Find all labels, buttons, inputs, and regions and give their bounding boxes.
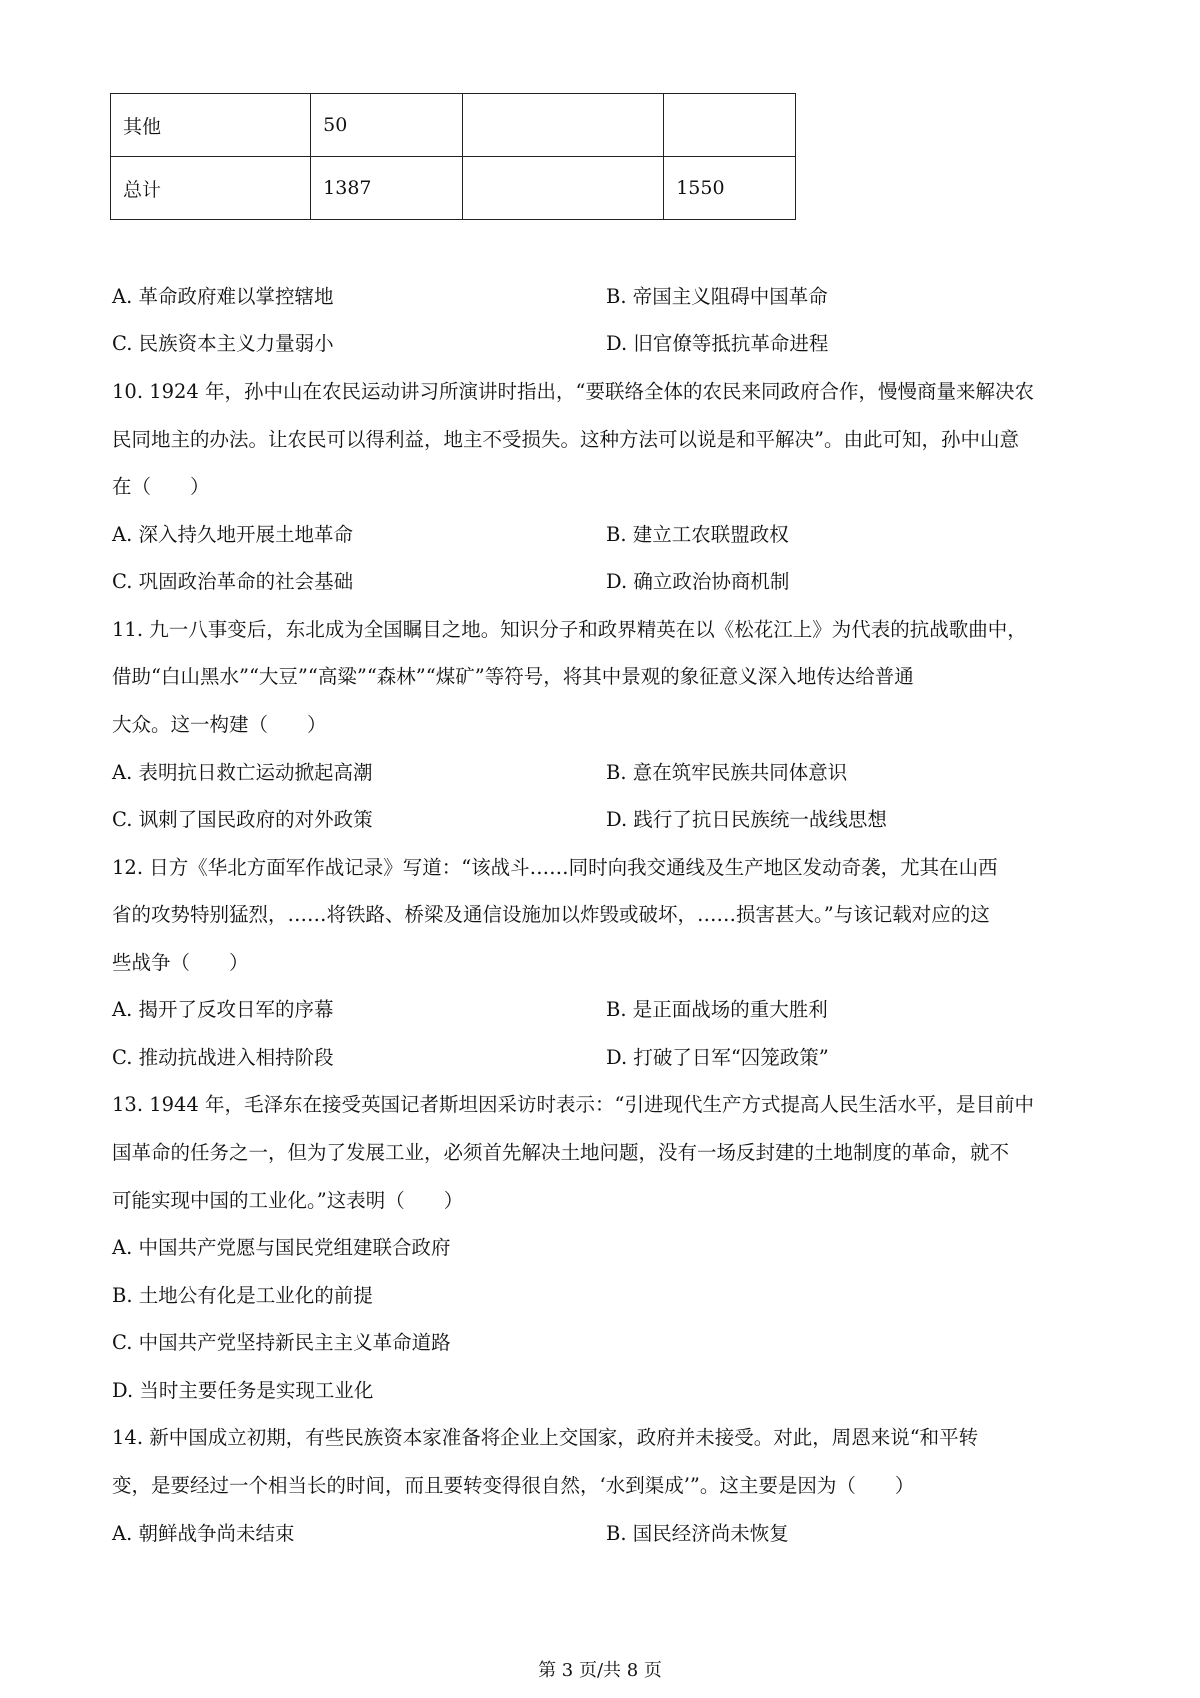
q12-option-b: B. 是正面战场的重大胜利 [606, 998, 828, 1021]
q11-option-d: D. 践行了抗日民族统一战线思想 [606, 808, 887, 831]
q13-stem-line: 国革命的任务之一，但为了发展工业，必须首先解决土地问题，没有一场反封建的土地制度的革命，就不 [112, 1141, 1010, 1164]
q9-option-a: A. 革命政府难以掌控辖地 [112, 285, 334, 308]
q13-option-a: A. 中国共产党愿与国民党组建联合政府 [112, 1236, 451, 1259]
q9-option-b: B. 帝国主义阻碍中国革命 [606, 285, 828, 308]
q14-stem-line: 14. 新中国成立初期，有些民族资本家准备将企业上交国家，政府并未接受。对此，周恩来说“和平转 [112, 1426, 979, 1449]
q10-option-a: A. 深入持久地开展土地革命 [112, 523, 353, 546]
q12-stem-line: 省的攻势特别猛烈，……将铁路、桥梁及通信设施加以炸毁或破坏，……损害甚大。”与该记载对应的这 [112, 903, 990, 926]
statistics-table [110, 93, 796, 220]
q11-stem-line: 大众。这一构建（ ） [112, 713, 327, 736]
table-cell: 1387 [311, 157, 463, 220]
table-cell [664, 94, 796, 157]
q13-option-c: C. 中国共产党坚持新民主主义革命道路 [112, 1331, 451, 1354]
q12-stem-line: 些战争（ ） [112, 951, 249, 974]
q9-option-d: D. 旧官僚等抵抗革命进程 [606, 332, 829, 355]
q10-option-c: C. 巩固政治革命的社会基础 [112, 570, 354, 593]
q14-option-a: A. 朝鲜战争尚未结束 [112, 1522, 295, 1545]
q13-option-d: D. 当时主要任务是实现工业化 [112, 1379, 374, 1402]
table-cell: 其他 [111, 94, 311, 157]
q13-stem-line: 可能实现中国的工业化。”这表明（ ） [112, 1189, 464, 1212]
table-cell: 1550 [664, 157, 796, 220]
q12-option-c: C. 推动抗战进入相持阶段 [112, 1046, 334, 1069]
q11-stem-line: 11. 九一八事变后，东北成为全国瞩目之地。知识分子和政界精英在以《松花江上》为代表的抗战歌曲中， [112, 618, 1027, 641]
table-cell: 总计 [111, 157, 311, 220]
q13-stem-line: 13. 1944 年，毛泽东在接受英国记者斯坦因采访时表示：“引进现代生产方式提高人民生活水平，是目前中 [112, 1093, 1035, 1116]
q13-option-b: B. 土地公有化是工业化的前提 [112, 1284, 373, 1307]
q11-option-a: A. 表明抗日救亡运动掀起高潮 [112, 761, 373, 784]
q12-option-a: A. 揭开了反攻日军的序幕 [112, 998, 334, 1021]
table-row [111, 157, 796, 220]
q11-option-b: B. 意在筑牢民族共同体意识 [606, 761, 848, 784]
table-cell [463, 94, 664, 157]
q12-option-d: D. 打破了日军“囚笼政策” [606, 1046, 829, 1069]
q12-stem-line: 12. 日方《华北方面军作战记录》写道：“该战斗……同时向我交通线及生产地区发动奇袭，尤其在山西 [112, 856, 998, 879]
page-number-footer: 第 3 页/共 8 页 [538, 1660, 662, 1681]
table-cell: 50 [311, 94, 463, 157]
q10-stem-line: 在（ ） [112, 475, 210, 498]
q10-stem-line: 民同地主的办法。让农民可以得利益，地主不受损失。这种方法可以说是和平解决”。由此可知，孙中山意 [112, 428, 1019, 451]
table-cell [463, 157, 664, 220]
q11-option-c: C. 讽刺了国民政府的对外政策 [112, 808, 373, 831]
q9-option-c: C. 民族资本主义力量弱小 [112, 332, 334, 355]
q10-stem-line: 10. 1924 年，孙中山在农民运动讲习所演讲时指出，“要联络全体的农民来同政府合作，慢慢商量来解决农 [112, 380, 1035, 403]
q10-option-d: D. 确立政治协商机制 [606, 570, 790, 593]
q14-stem-line: 变，是要经过一个相当长的时间，而且要转变得很自然，‘水到渠成’”。这主要是因为（ ） [112, 1474, 915, 1497]
q14-option-b: B. 国民经济尚未恢复 [606, 1522, 789, 1545]
q11-stem-line: 借助“白山黑水”“大豆”“高粱”“森林”“煤矿”等符号，将其中景观的象征意义深入地传达给普通 [112, 665, 914, 688]
table-row [111, 94, 796, 157]
q10-option-b: B. 建立工农联盟政权 [606, 523, 789, 546]
